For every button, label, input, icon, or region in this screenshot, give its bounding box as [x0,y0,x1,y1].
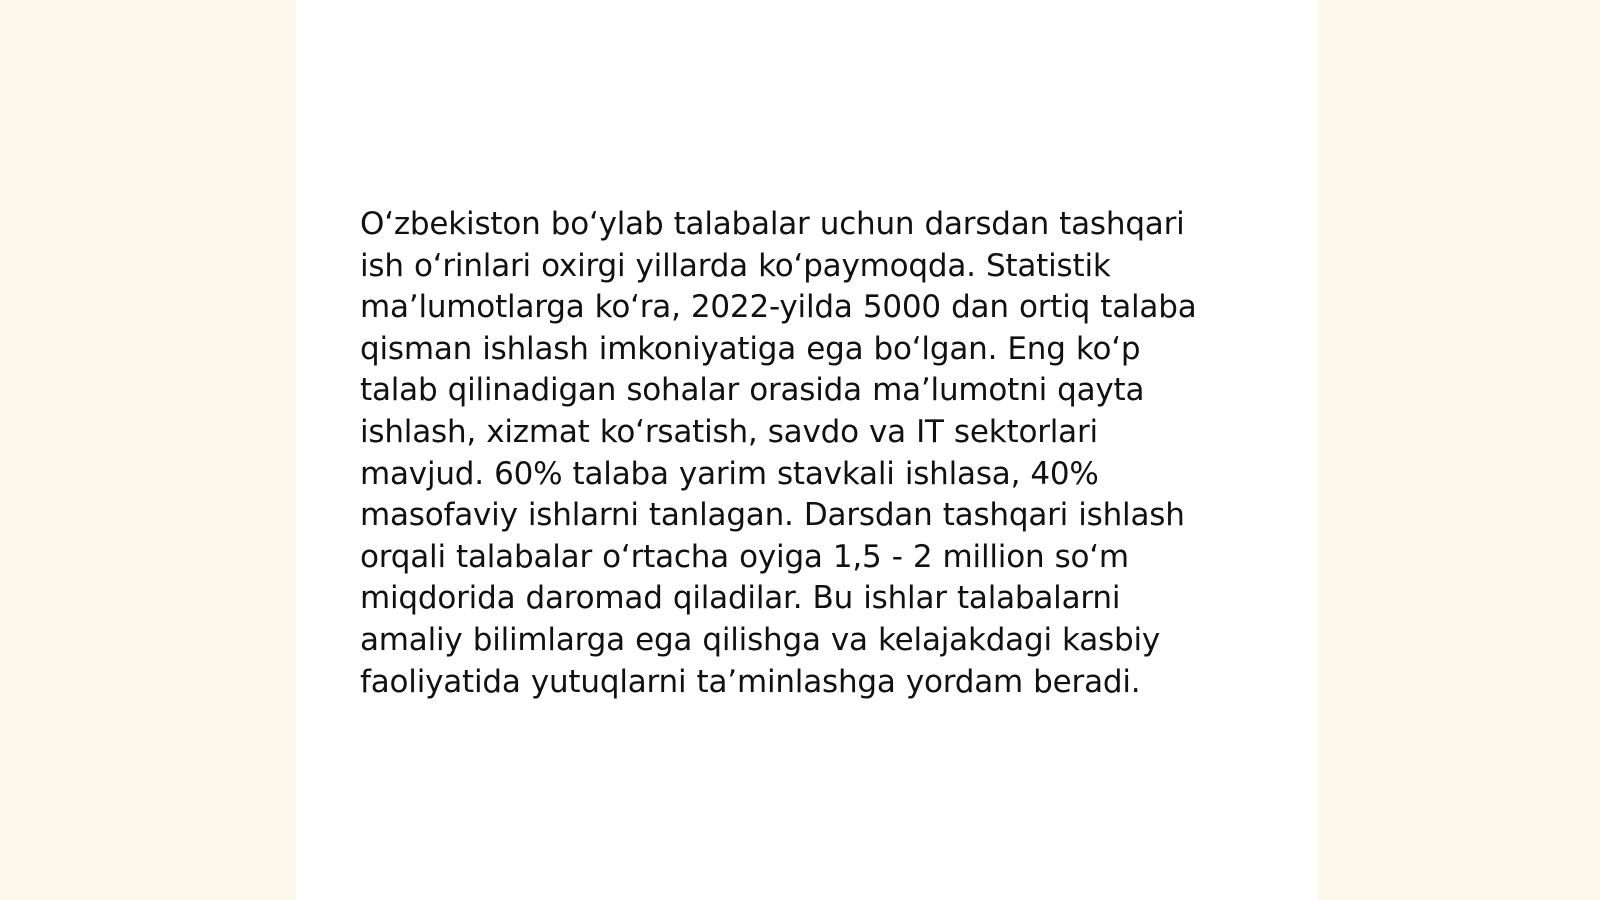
text-line: orqali talabalar oʻrtacha oyiga 1,5 - 2 million soʻm [360,538,1129,575]
text-line: maʼlumotlarga koʻra, 2022-yilda 5000 dan ortiq talaba [360,289,1197,326]
text-line: faoliyatida yutuqlarni taʼminlashga yordam beradi. [360,663,1141,700]
text-line: ish oʻrinlari oxirgi yillarda koʻpaymoqda. Statistik [360,247,1111,284]
text-line: talab qilinadigan sohalar orasida maʼlumotni qayta [360,372,1145,409]
slide [296,0,1318,900]
text-line: mavjud. 60% talaba yarim stavkali ishlasa, 40% [360,455,1099,492]
text-line: qisman ishlash imkoniyatiga ega boʻlgan. Eng koʻp [360,330,1141,367]
slide-body-text [360,204,1240,703]
text-line: ishlash, xizmat koʻrsatish, savdo va IT sektorlari [360,413,1098,450]
text-line: miqdorida daromad qiladilar. Bu ishlar talabalarni [360,580,1121,617]
text-line: masofaviy ishlarni tanlagan. Darsdan tashqari ishlash [360,497,1185,534]
text-line: Oʻzbekiston boʻylab talabalar uchun darsdan tashqari [360,206,1185,242]
text-line: amaliy bilimlarga ega qilishga va kelajakdagi kasbiy [360,621,1161,658]
